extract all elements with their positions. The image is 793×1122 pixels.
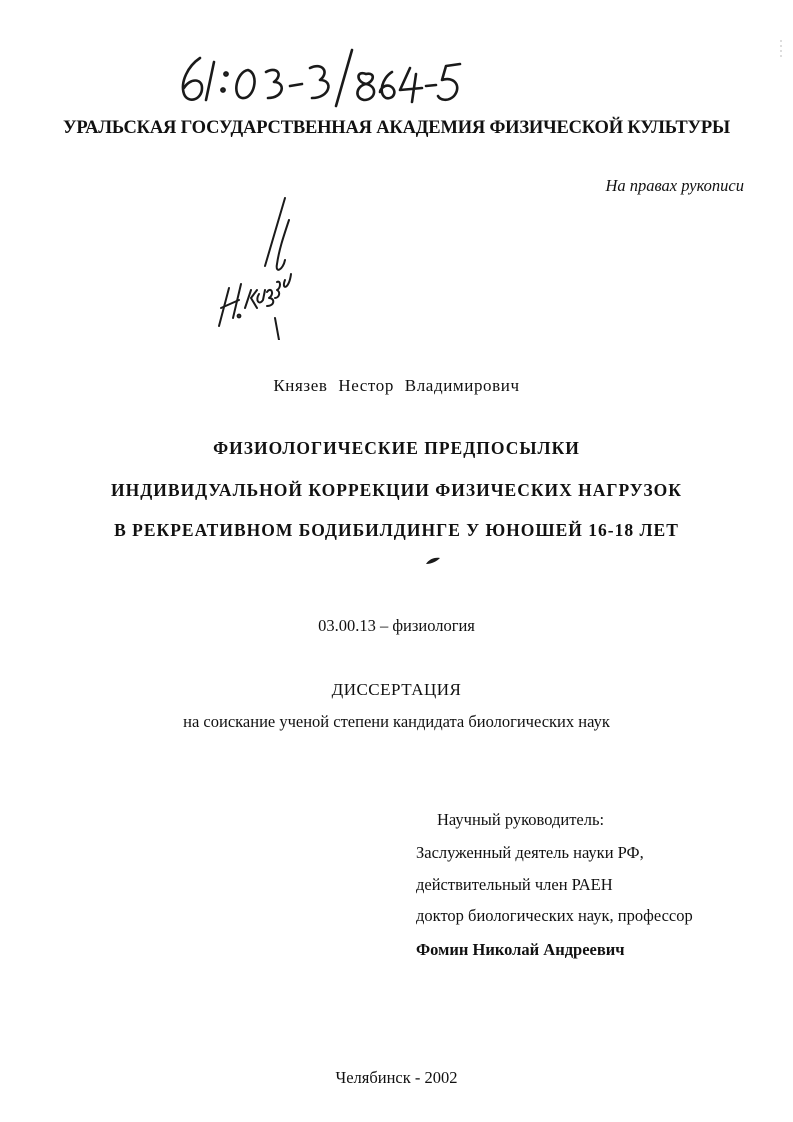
dissertation-title-line-2: ИНДИВИДУАЛЬНОЙ КОРРЕКЦИИ ФИЗИЧЕСКИХ НАГРУЗОК	[111, 480, 682, 500]
city-year: Челябинск - 2002	[335, 1068, 458, 1087]
dissertation-title-line-3: В РЕКРЕАТИВНОМ БОДИБИЛДИНГЕ У ЮНОШЕЙ 16-18 ЛЕТ	[114, 520, 679, 540]
institution-name: УРАЛЬСКАЯ ГОСУДАРСТВЕННАЯ АКАДЕМИЯ ФИЗИЧЕСКОЙ КУЛЬТУРЫ	[63, 118, 730, 138]
supervisor-title-2: действительный член РАЕН	[416, 875, 613, 894]
author-name: Князев Нестор Владимирович	[273, 376, 520, 395]
supervisor-title-1: Заслуженный деятель науки РФ,	[416, 843, 644, 862]
scan-edge-mark	[778, 40, 784, 60]
supervisor-name: Фомин Николай Андреевич	[416, 940, 625, 959]
document-type: ДИССЕРТАЦИЯ	[331, 680, 462, 699]
handwritten-archive-code	[170, 40, 470, 110]
ink-blot	[425, 556, 441, 566]
specialty-code: 03.00.13 – физиология	[318, 616, 475, 635]
rights-note: На правах рукописи	[605, 176, 744, 195]
supervisor-title-3: доктор биологических наук, профессор	[416, 906, 693, 925]
dissertation-title-line-1: ФИЗИОЛОГИЧЕСКИЕ ПРЕДПОСЫЛКИ	[213, 438, 580, 458]
degree-statement: на соискание ученой степени кандидата биологических наук	[183, 712, 610, 731]
author-signature	[205, 190, 315, 340]
supervisor-label: Научный руководитель:	[437, 810, 605, 829]
